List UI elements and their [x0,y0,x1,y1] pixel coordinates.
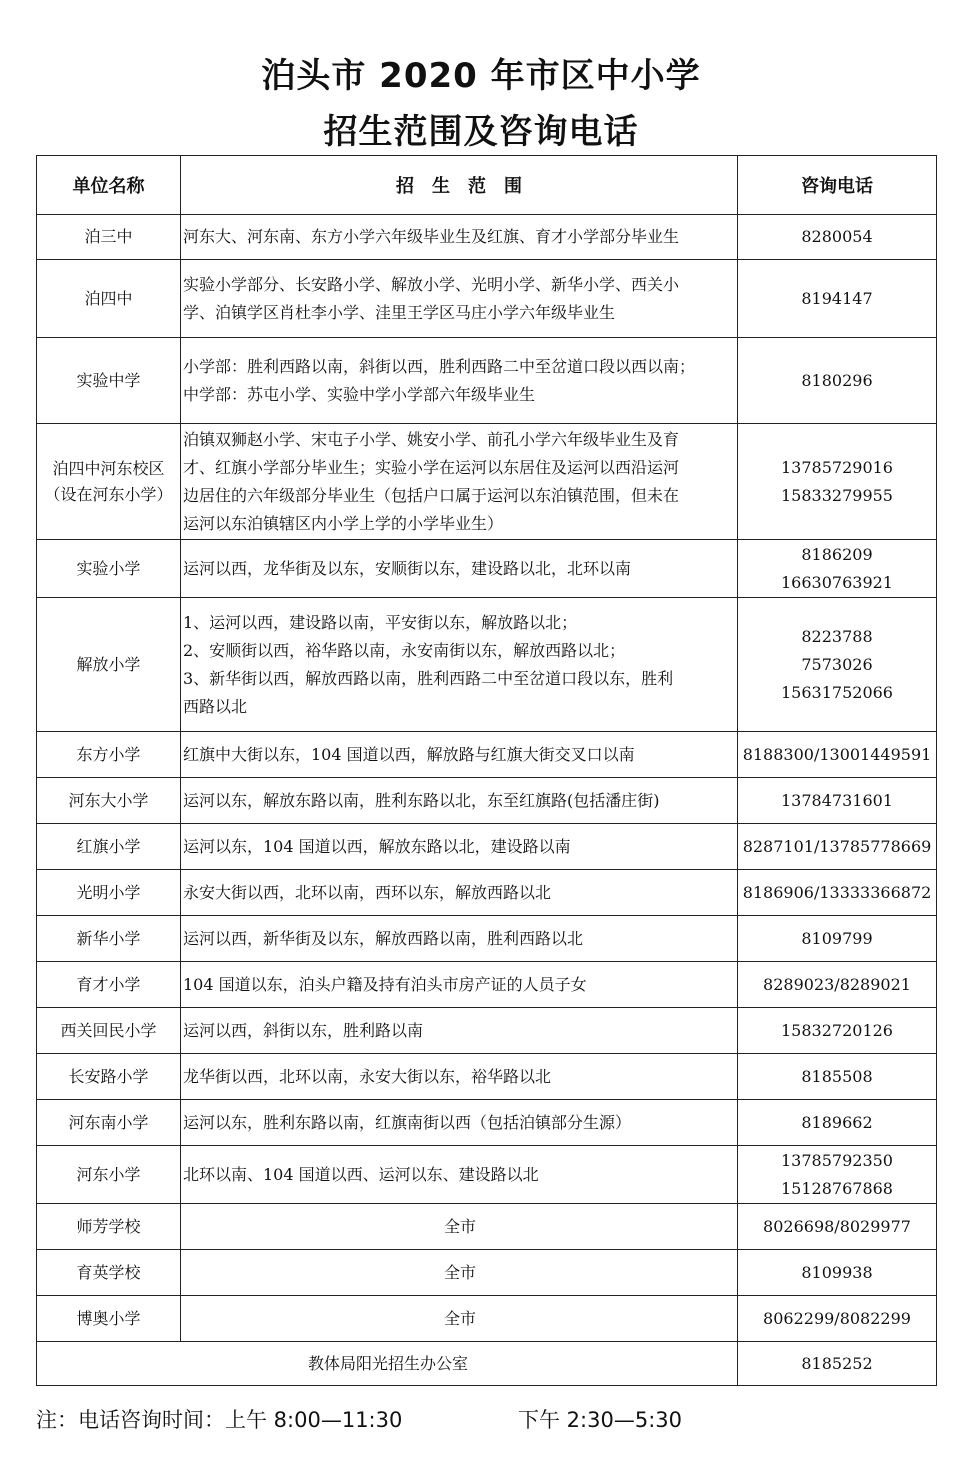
scope-line: 永安大街以西，北环以南，西环以东，解放西路以北 [183,882,552,902]
enrollment-scope-cell [181,778,738,824]
admissions-office-cell: 教体局阳光招生办公室 [37,1342,738,1386]
unit-line: 长安路小学 [68,1066,149,1086]
unit-line: 泊四中河东校区 [52,458,165,478]
enrollment-scope-cell [181,424,738,540]
enrollment-scope-cell [181,1146,738,1204]
document-title-line-2: 招生范围及咨询电话 [323,112,639,152]
scope-line: 中学部：苏屯小学、实验中学小学部六年级毕业生 [183,384,536,404]
scope-line: 运河以东，胜利东路以南，红旗南街以西（包括泊镇部分生源） [183,1112,632,1132]
document-title-line-1: 泊头市 2020 年市区中小学 [261,56,701,96]
scope-line: 北环以南、104 国道以西、运河以东、建设路以北 [183,1164,539,1184]
enrollment-scope-cell [181,916,738,962]
scope-line: 小学部：胜利西路以南，斜街以西，胜利西路二中至岔道口段以西以南； [183,356,696,376]
enrollment-table [36,155,937,1386]
enrollment-scope-cell [181,962,738,1008]
unit-line: 实验小学 [76,558,141,578]
note-morning-hours: 注：电话咨询时间：上午 8:00—11:30 [36,1408,403,1432]
scope-line: 1、运河以西，建设路以南，平安街以东，解放路以北； [183,612,578,632]
enrollment-scope-cell [181,1008,738,1054]
table-row [37,1146,937,1204]
consult-phone-cell [738,1146,937,1204]
unit-name-cell [37,1008,181,1054]
unit-name-cell [37,338,181,424]
table-row [37,732,937,778]
enrollment-scope-cell [181,1100,738,1146]
unit-line: 泊三中 [84,227,133,246]
phone-line: 8223788 [801,626,873,646]
unit-line: 师芳学校 [76,1216,141,1236]
table-footer-row [37,1342,937,1386]
unit-line: 解放小学 [76,654,141,674]
unit-name-cell [37,916,181,962]
scope-line: 运河以西，龙华街及以东，安顺街以东，建设路以北，北环以南 [183,558,632,578]
table-row [37,540,937,598]
phone-line: 8289023/8289021 [763,974,911,994]
unit-line: 新华小学 [76,928,141,948]
phone-line: 15631752066 [781,682,893,702]
consult-phone-cell [738,338,937,424]
scope-line: 西路以北 [183,696,248,716]
scope-line: 运河以东，解放东路以南，胜利东路以北，东至红旗路(包括潘庄街) [183,790,660,810]
enrollment-scope-cell [181,824,738,870]
scope-line: 才、红旗小学部分毕业生；实验小学在运河以东居住及运河以西沿运河 [183,457,680,477]
scope-line: 运河以东，104 国道以西，解放东路以北，建设路以南 [183,836,571,856]
enrollment-scope-cell [181,338,738,424]
table-row [37,870,937,916]
phone-line: 8062299/8082299 [763,1308,911,1328]
phone-line: 8189662 [801,1112,873,1132]
unit-line: （设在河东小学） [44,484,173,504]
note-afternoon-hours: 下午 2:30—5:30 [518,1408,682,1432]
table-row [37,1054,937,1100]
table-row [37,824,937,870]
consult-hours-note [36,1404,936,1436]
scope-line: 实验小学部分、长安路小学、解放小学、光明小学、新华小学、西关小 [183,274,680,294]
table-row [37,1204,937,1250]
enrollment-scope-cell [181,540,738,598]
consult-phone-cell [738,824,937,870]
consult-phone-cell [738,1250,937,1296]
enrollment-scope-cell [181,870,738,916]
scope-line: 2、安顺街以西，裕华路以南，永安南街以东，解放西路以北； [183,640,626,660]
phone-line: 8280054 [801,227,873,246]
scope-line: 运河以西，新华街及以东，解放西路以南，胜利西路以北 [183,928,584,948]
table-header-row [37,156,937,215]
table-row [37,1250,937,1296]
header-consult-phone: 咨询电话 [738,156,937,215]
scope-line: 边居住的六年级部分毕业生（包括户口属于运河以东泊镇范围，但未在 [183,485,680,505]
scope-line: 运河以西，斜街以东，胜利路以南 [183,1020,424,1040]
consult-phone-cell [738,215,937,260]
unit-line: 实验中学 [76,370,141,390]
consult-phone-cell [738,1100,937,1146]
enrollment-scope-cell [181,1054,738,1100]
scope-line: 泊镇双狮赵小学、宋屯子小学、姚安小学、前孔小学六年级毕业生及育 [183,429,680,449]
admissions-office-phone-cell: 8185252 [738,1342,937,1386]
phone-line: 13784731601 [781,790,893,810]
unit-name-cell [37,424,181,540]
enrollment-scope-cell [181,260,738,338]
unit-name-cell [37,540,181,598]
scope-line: 全市 [443,1262,476,1282]
table-row [37,778,937,824]
unit-name-cell [37,1054,181,1100]
enrollment-scope-cell [181,1296,738,1342]
scope-line: 104 国道以东，泊头户籍及持有泊头市房产证的人员子女 [183,974,587,994]
scope-line: 河东大、河东南、东方小学六年级毕业生及红旗、育才小学部分毕业生 [183,227,680,246]
phone-line: 16630763921 [781,572,893,592]
unit-name-cell [37,1100,181,1146]
unit-name-cell [37,1204,181,1250]
phone-line: 15832720126 [781,1020,893,1040]
enrollment-scope-cell [181,1204,738,1250]
phone-line: 8026698/8029977 [763,1216,911,1236]
consult-phone-cell [738,424,937,540]
consult-phone-cell [738,916,937,962]
table-row [37,962,937,1008]
unit-name-cell [37,962,181,1008]
enrollment-scope-cell [181,215,738,260]
consult-phone-cell [738,598,937,732]
unit-line: 东方小学 [76,744,141,764]
unit-name-cell [37,778,181,824]
unit-line: 河东南小学 [68,1112,149,1132]
table-row [37,916,937,962]
unit-line: 光明小学 [76,882,141,902]
enrollment-scope-cell [181,1250,738,1296]
table-row [37,338,937,424]
consult-phone-cell [738,778,937,824]
scope-line: 全市 [443,1308,476,1328]
header-unit-name: 单位名称 [37,156,181,215]
enrollment-scope-cell [181,732,738,778]
scope-line: 运河以东泊镇辖区内小学上学的小学毕业生） [183,513,504,533]
header-enrollment-scope: 招 生 范 围 [181,156,738,215]
table-row [37,1296,937,1342]
unit-name-cell [37,598,181,732]
unit-name-cell [37,1146,181,1204]
phone-line: 8180296 [801,370,873,390]
scope-line: 红旗中大街以东，104 国道以西，解放路与红旗大街交叉口以南 [183,744,635,764]
enrollment-scope-cell [181,598,738,732]
table-row [37,215,937,260]
unit-name-cell [37,260,181,338]
consult-phone-cell [738,870,937,916]
unit-name-cell [37,215,181,260]
phone-line: 8109799 [801,928,873,948]
table-row [37,424,937,540]
scope-line: 全市 [443,1216,476,1236]
consult-phone-cell [738,962,937,1008]
phone-line: 8287101/13785778669 [742,836,932,856]
table-row [37,1008,937,1054]
consult-phone-cell [738,540,937,598]
unit-line: 河东小学 [76,1164,141,1184]
unit-name-cell [37,1250,181,1296]
scope-line: 学、泊镇学区肖杜李小学、洼里王学区马庄小学六年级毕业生 [183,302,616,322]
consult-phone-cell [738,1054,937,1100]
phone-line: 8109938 [801,1262,873,1282]
consult-phone-cell [738,1204,937,1250]
phone-line: 7573026 [801,654,873,674]
consult-phone-cell [738,1296,937,1342]
scope-line: 龙华街以西，北环以南，永安大街以东，裕华路以北 [183,1066,552,1086]
table-row [37,1100,937,1146]
phone-line: 13785729016 [781,457,893,477]
unit-name-cell [37,824,181,870]
unit-line: 红旗小学 [76,836,141,856]
unit-line: 育英学校 [76,1262,141,1282]
unit-line: 博奥小学 [76,1308,141,1328]
consult-phone-cell [738,260,937,338]
phone-line: 13785792350 [781,1150,893,1170]
table-body [37,215,937,1386]
phone-line: 8188300/13001449591 [742,744,932,764]
unit-name-cell [37,1296,181,1342]
table-row [37,598,937,732]
table-row [37,260,937,338]
unit-line: 西关回民小学 [60,1020,157,1040]
scope-line: 3、新华街以西，解放西路以南，胜利西路二中至岔道口段以东，胜利 [183,668,674,688]
unit-name-cell [37,870,181,916]
phone-line: 8186209 [801,544,873,564]
unit-name-cell [37,732,181,778]
phone-line: 8185508 [801,1066,873,1086]
phone-line: 15128767868 [781,1178,893,1198]
unit-line: 河东大小学 [68,790,149,810]
phone-line: 15833279955 [781,485,893,505]
phone-line: 8194147 [801,288,873,308]
phone-line: 8186906/13333366872 [742,882,932,902]
unit-line: 育才小学 [76,974,141,994]
consult-phone-cell [738,1008,937,1054]
consult-phone-cell [738,732,937,778]
unit-line: 泊四中 [84,288,133,308]
